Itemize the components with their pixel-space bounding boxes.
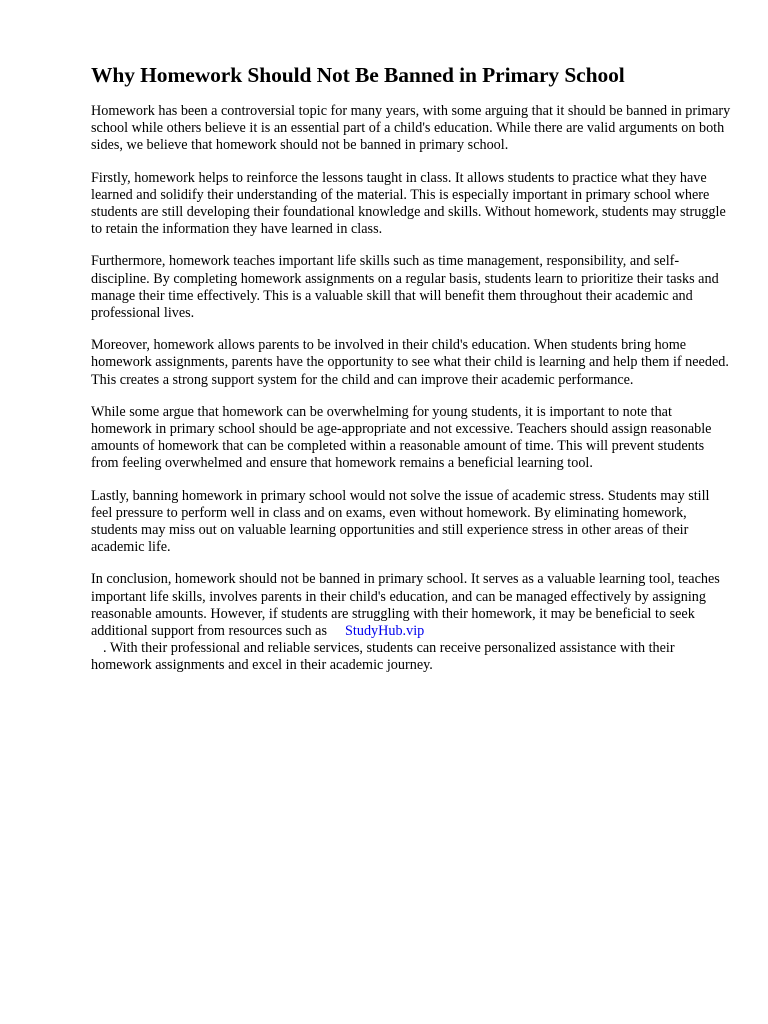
conclusion-text: In conclusion, homework should not be banned in primary school. It serves as a valuable learning tool, teaches important life skills, involves parents in their child's education, and can be managed effectively by assigning reasonable amounts. However, if students are struggling with their homework, it may be beneficial to seek additional support from resources such as <box>91 571 720 640</box>
paragraph-conclusion <box>91 571 731 674</box>
paragraph-academic-stress: Lastly, banning homework in primary school would not solve the issue of academic stress. Students may still feel pressure to perform well in class and on exams, even without homework. By eliminating homework, students may miss out on valuable learning opportunities and still experience stress in other areas of their academic life. <box>91 487 710 556</box>
paragraph-overwhelming: While some argue that homework can be overwhelming for young students, it is important to note that homework in primary school should be age-appropriate and not excessive. Teachers should assign reasonable amounts of homework that can be completed within a reasonable amount of time. This will prevent students from feeling overwhelmed and ensure that homework remains a beneficial learning tool. <box>91 403 712 472</box>
paragraph-parent-involvement: Moreover, homework allows parents to be involved in their child's education. When students bring home homework assignments, parents have the opportunity to see what their child is learning and help them if needed. This creates a strong support system for the child and can improve their academic performance. <box>91 337 729 388</box>
page-title: Why Homework Should Not Be Banned in Primary School <box>91 63 625 87</box>
paragraph-life-skills: Furthermore, homework teaches important life skills such as time management, responsibility, and self-discipline. By completing homework assignments on a regular basis, students learn to prioritize their tasks and manage their time effectively. This is a valuable skill that will benefit them throughout their academic and professional lives. <box>91 253 719 322</box>
paragraph-reinforce-lessons: Firstly, homework helps to reinforce the lessons taught in class. It allows students to practice what they have learned and solidify their understanding of the material. This is especially important in primary school where students are still developing their foundational knowledge and skills. Without homework, students may struggle to retain the information they have learned in class. <box>91 169 726 238</box>
conclusion-text-after-link: . With their professional and reliable services, students can receive personalized assistance with their homework assignments and excel in their academic journey. <box>91 640 675 674</box>
document-body <box>91 61 731 690</box>
paragraph-intro: Homework has been a controversial topic for many years, with some arguing that it should be banned in primary school while others believe it is an essential part of a child's education. While there are valid arguments on both sides, we believe that homework should not be banned in primary school. <box>91 103 731 154</box>
studyhub-link[interactable]: StudyHub.vip <box>345 623 425 640</box>
